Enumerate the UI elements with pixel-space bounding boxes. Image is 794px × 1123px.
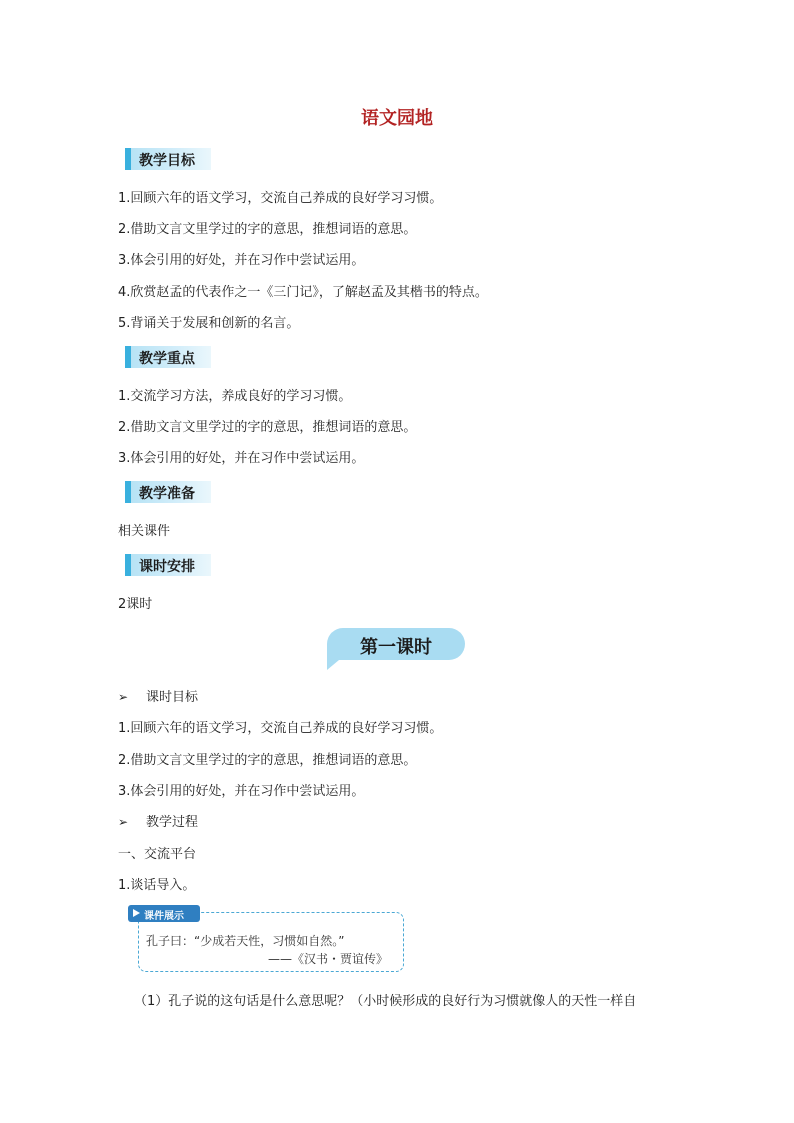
section-header-label: 课时安排 [139, 559, 195, 575]
lesson-goal-item: 2.借助文言文里学过的字的意思，推想词语的意思。 [118, 753, 417, 768]
process-heading [118, 811, 198, 830]
focus-item: 1.交流学习方法，养成良好的学习习惯。 [118, 389, 352, 404]
focus-item: 3.体会引用的好处，并在习作中尝试运用。 [118, 451, 365, 466]
arrow-bullet-icon: ➢ [118, 815, 129, 829]
section-header-label: 教学重点 [139, 351, 195, 367]
focus-item: 2.借助文言文里学过的字的意思，推想词语的意思。 [118, 420, 417, 435]
section-header-goals [125, 148, 211, 170]
lesson-goal-item: 1.回顾六年的语文学习，交流自己养成的良好学习习惯。 [118, 721, 443, 736]
prep-text: 相关课件 [118, 524, 171, 539]
part-heading: 一、交流平台 [118, 847, 197, 862]
schedule-text: 2课时 [118, 597, 153, 612]
goal-item: 4.欣赏赵孟的代表作之一《三门记》，了解赵孟及其楷书的特点。 [118, 285, 488, 300]
section-header-schedule [125, 554, 211, 576]
lesson-banner-label: 第一课时 [360, 637, 432, 658]
goal-item: 2.借助文言文里学过的字的意思，推想词语的意思。 [118, 222, 417, 237]
question-text: （1）孔子说的这句话是什么意思呢？（小时候形成的良好行为习惯就像人的天性一样自 [134, 994, 637, 1009]
lesson-goal-item: 3.体会引用的好处，并在习作中尝试运用。 [118, 784, 365, 799]
lesson-banner [327, 628, 465, 660]
courseware-tag [128, 905, 200, 922]
goal-item: 3.体会引用的好处，并在习作中尝试运用。 [118, 253, 365, 268]
page-title: 语文园地 [361, 108, 433, 129]
section-header-label: 教学准备 [139, 486, 195, 502]
lesson-goal-heading-label: 课时目标 [146, 690, 199, 705]
courseware-tag-label: 课件展示 [144, 911, 184, 922]
section-header-focus [125, 346, 211, 368]
goal-item: 1.回顾六年的语文学习，交流自己养成的良好学习习惯。 [118, 191, 443, 206]
process-heading-label: 教学过程 [146, 815, 199, 830]
step-item: 1.谈话导入。 [118, 878, 196, 893]
lesson-goal-heading [118, 686, 198, 705]
courseware-quote-source: ——《汉书・贾谊传》 [268, 952, 389, 966]
goal-item: 5.背诵关于发展和创新的名言。 [118, 316, 300, 331]
play-icon [133, 909, 140, 917]
arrow-bullet-icon: ➢ [118, 690, 129, 704]
courseware-quote: 孔子曰：“少成若天性，习惯如自然。” [146, 934, 345, 948]
section-header-label: 教学目标 [139, 153, 195, 169]
section-header-prep [125, 481, 211, 503]
